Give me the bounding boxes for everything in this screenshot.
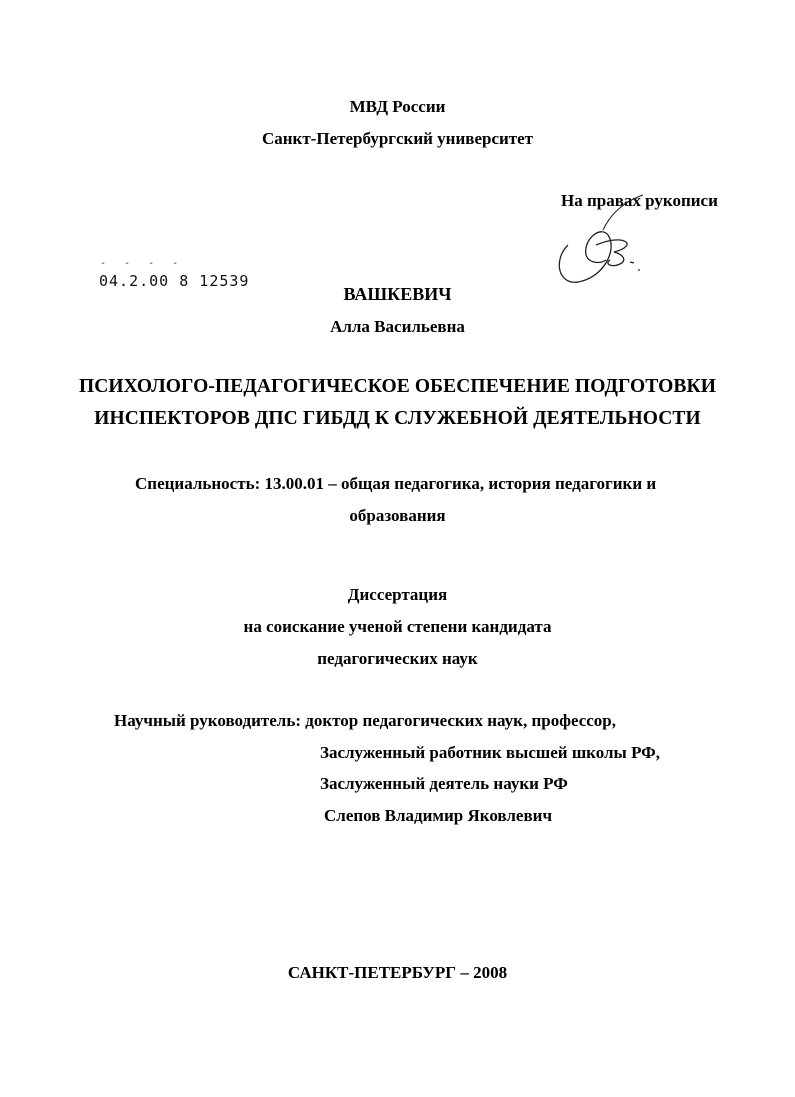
- supervisor-line3: Заслуженный деятель науки РФ: [320, 774, 568, 793]
- city-year: САНКТ-ПЕТЕРБУРГ – 2008: [287, 963, 508, 982]
- supervisor-line1: Научный руководитель: доктор педагогических наук, профессор,: [114, 711, 617, 730]
- author-given-names: Алла Васильевна: [330, 317, 465, 336]
- dissertation-title-line1: ПСИХОЛОГО-ПЕДАГОГИЧЕСКОЕ ОБЕСПЕЧЕНИЕ ПОДГОТОВКИ: [78, 376, 717, 397]
- manuscript-note: На правах рукописи: [561, 191, 718, 210]
- supervisor-line2: Заслуженный работник высшей школы РФ,: [320, 743, 661, 762]
- ministry-heading: МВД России: [349, 97, 446, 116]
- archive-stamp-dots: - - - -: [100, 258, 185, 269]
- specialty-line1: Специальность: 13.00.01 – общая педагогика, история педагогики и: [135, 474, 657, 493]
- specialty-line2: образования: [349, 506, 446, 525]
- degree-heading: Диссертация: [347, 585, 448, 604]
- author-surname: ВАШКЕВИЧ: [343, 284, 452, 304]
- degree-line2: на соискание ученой степени кандидата: [243, 617, 552, 636]
- signature-icon: [548, 190, 658, 290]
- archive-stamp-number: 04.2.00 8 12539: [99, 272, 250, 290]
- degree-line3: педагогических наук: [317, 649, 478, 668]
- supervisor-name: Слепов Владимир Яковлевич: [324, 806, 553, 825]
- dissertation-title-line2: ИНСПЕКТОРОВ ДПС ГИБДД К СЛУЖЕБНОЙ ДЕЯТЕЛЬНОСТИ: [94, 408, 701, 429]
- university-heading: Санкт-Петербургский университет: [261, 129, 534, 148]
